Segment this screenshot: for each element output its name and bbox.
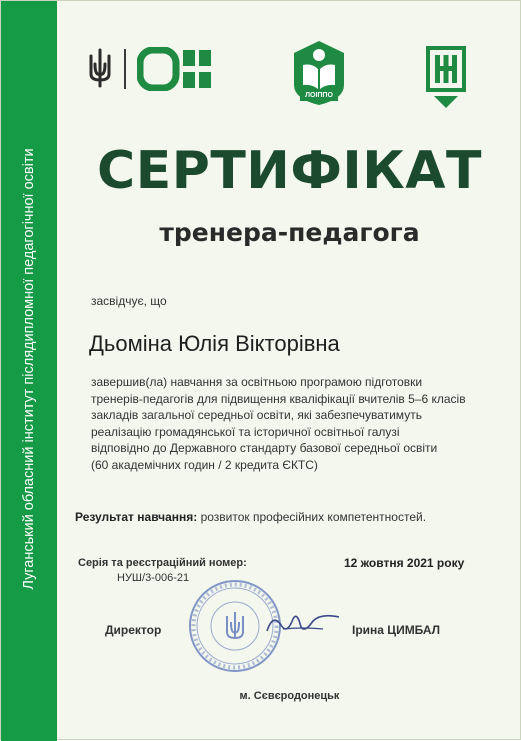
city-label: м. Сєвєродонецьк <box>239 690 340 702</box>
program-description <box>91 374 501 474</box>
learning-result <box>75 510 426 524</box>
loippo-logo <box>290 39 348 112</box>
loippo-label: ЛОІППО <box>305 92 333 99</box>
trident-icon <box>87 48 113 93</box>
recipient-name: Дьоміна Юлія Вікторівна <box>89 331 340 356</box>
description-line: завершив(ла) навчання за освітньою програмою підготовки <box>91 375 423 389</box>
description-line: відповідно до Державного стандарту базової середньої освіти <box>91 441 438 456</box>
logo-divider <box>124 49 126 89</box>
director-label: Директор <box>105 623 162 637</box>
description-line: (60 академічних годин / 2 кредита ЄКТС) <box>91 457 318 472</box>
signer-name: Ірина ЦИМБАЛ <box>352 623 441 637</box>
description-line: реалізацію громадянської та історичної освітньої галузі <box>91 424 400 439</box>
certifies-text: засвідчує, що <box>91 294 167 308</box>
description-line: закладів загальної середньої освіти, які забезпечуватимуть <box>91 408 422 423</box>
result-value: розвиток професійних компетентностей. <box>200 510 427 524</box>
o-logo-icon <box>137 47 215 96</box>
serial-number: НУШ/3-006-21 <box>117 572 190 584</box>
certificate-title: СЕРТИФІКАТ <box>97 141 482 201</box>
director-signature <box>263 601 343 646</box>
description-line: тренерів-педагогів для підвищення кваліфікації вчителів 5–6 класів <box>91 391 466 406</box>
issue-date: 12 жовтня 2021 року <box>344 556 465 570</box>
result-label: Результат навчання: <box>75 510 198 524</box>
certificate-subtitle: тренера-педагога <box>159 218 420 247</box>
serial-label: Серія та реєстраційний номер: <box>78 557 247 569</box>
nush-logo-icon <box>426 46 466 115</box>
institution-name: Луганський обласний інститут післядипломної педагогічної освіти <box>21 148 37 590</box>
sidebar-band <box>1 1 57 741</box>
